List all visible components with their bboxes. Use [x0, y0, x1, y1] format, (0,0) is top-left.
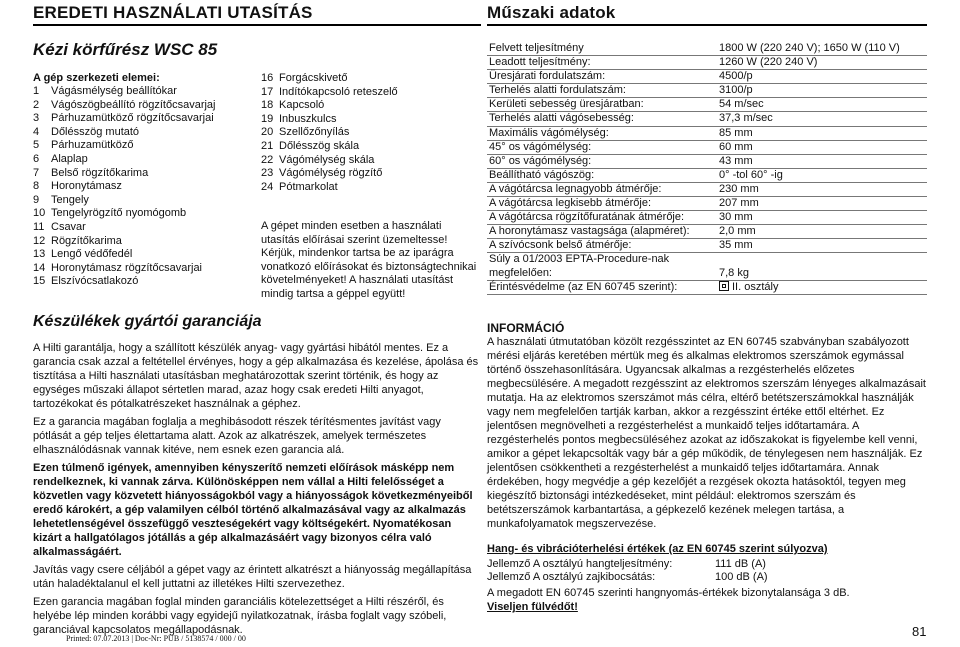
part-name: Vágószögbeállító rögzítőcsavarjaj — [51, 98, 216, 111]
part-name: Szellőzőnyílás — [279, 126, 350, 139]
part-item — [261, 181, 481, 195]
parts-list-1 — [33, 85, 253, 289]
part-item — [33, 153, 253, 167]
spec-label: megfelelően: — [487, 267, 715, 281]
spec-value: 4500/p — [715, 70, 927, 84]
part-name: Dőlésszög mutató — [51, 125, 140, 138]
part-name: Inbuszkulcs — [279, 112, 337, 125]
spec-value: 2,0 mm — [715, 225, 927, 239]
spec-value: 230 mm — [715, 182, 927, 196]
part-name: Vágómélység rögzítő — [279, 167, 383, 180]
part-item — [33, 248, 253, 262]
part-name: Kapcsoló — [279, 99, 325, 112]
spec-row — [487, 140, 927, 154]
part-item — [33, 262, 253, 276]
info-title: INFORMÁCIÓ — [487, 321, 565, 335]
spec-row — [487, 98, 927, 112]
vibration-note: A megadott EN 60745 szerinti hangnyomás-értékek bizonytalansága 3 dB. — [487, 587, 850, 599]
part-name: Vágásmélység beállítókar — [51, 85, 177, 97]
part-name: Párhuzamütköző rögzítőcsavarjai — [51, 112, 214, 125]
info-text: A használati útmutatóban közölt rezgésszintet az EN 60745 szabványban szabályozott mérési eljárás keretében mértük meg és alkalmas elektromos szerszámok egymással történő összehasonlítására. Ugyancsak alkalmas a rezgésterhelés előzetes megbecsülésére. A megadott rezgésszint az elektromos szerszám lényeges alkalmazásait mutatja. Ha az elektromos szerszámot más célra, eltérő betétszerszámokkal használják vagy nem megfelelően tartják karban, akkor a rezgésszint értéke ettől eltérhet. Ez jelentősen megnövelheti a rezgésterhelést a munkaidő teljes időtartamára. A rezgésterhelés pontos megbecsüléséhez azokat az időszakokat is figyelembe kell venni, amikor a gépet lekapcsolták vagy bár a gép működik, de ténylegesen nem használják. Ez jelentősen csökkentheti a rezgésterhelést a munkaidő teljes időtartamára. Annak érdekében, hogy megvédje a gép kezelőjét a rezgések okozta hatásoktól, tegyen meg kiegészítő biztonsági intézkedéseket, mint például: elektromos szerszám és betétszerszámok karbantartása, a gépkezelő kezének melegen tartása, a munkafolyamatok megszervezése. — [487, 336, 926, 530]
part-number: 11 — [33, 220, 45, 233]
part-item — [33, 207, 253, 221]
part-number: 14 — [33, 261, 46, 274]
spec-row — [487, 154, 927, 168]
spec-label: Felvett teljesítmény — [487, 42, 715, 56]
spec-label: A horonytámasz vastagsága (alapméret): — [487, 225, 715, 239]
part-number: 10 — [33, 207, 46, 220]
warranty-paragraph: Ez a garancia magában foglalja a meghibásodott részek térítésmentes javítást vagy pótlását a gép teljes élettartama alatt. Azok az alkatrészek, amelyek természetes elhasználódásnak vannak kitéve, nem esnek ezen garancia alá. — [33, 416, 441, 456]
spec-label: Beállítható vágószög: — [487, 168, 715, 182]
part-name: Rögzítőkarima — [51, 234, 122, 247]
spec-label: Maximális vágómélység: — [487, 126, 715, 140]
part-item — [33, 275, 253, 289]
spec-value: 0° -tol 60° -ig — [715, 168, 927, 182]
part-item — [33, 85, 253, 99]
spec-label: Súly a 01/2003 EPTA-Procedure-nak — [489, 253, 670, 266]
part-name: Lengő védőfedél — [51, 248, 133, 261]
vibration-row — [487, 558, 768, 571]
part-name: Párhuzamütköző — [51, 139, 134, 152]
spec-value: 35 mm — [715, 239, 927, 253]
spec-label: Terhelés alatti vágósebesség: — [487, 112, 715, 126]
part-number: 20 — [261, 126, 274, 139]
part-name: Alaplap — [51, 152, 88, 165]
part-item — [261, 99, 481, 113]
part-item — [261, 126, 481, 140]
part-name: Pótmarkolat — [279, 180, 338, 193]
part-item — [33, 180, 253, 194]
spec-row-protection — [487, 280, 927, 294]
spec-row — [487, 42, 927, 56]
ear-protection-note: Viseljen fülvédőt! — [487, 601, 578, 613]
part-name: Vágómélység skála — [279, 153, 375, 166]
part-number: 8 — [33, 180, 40, 193]
spec-label: 45° os vágómélység: — [487, 140, 715, 154]
part-name: Csavar — [51, 220, 86, 233]
spec-label: Üresjárati fordulatszám: — [487, 70, 715, 84]
part-name: Horonytámasz rögzítőcsavarjai — [51, 261, 203, 274]
vibration-title: Hang- és vibrációterhelési értékek (az EN 60745 szerint súlyozva) — [487, 543, 828, 555]
spec-label: Érintésvédelme (az EN 60745 szerint): — [487, 280, 715, 294]
part-number: 7 — [33, 166, 40, 179]
spec-value: II. osztály — [732, 280, 779, 293]
part-item — [261, 113, 481, 127]
tool-title: Kézi körfűrész WSC 85 — [33, 40, 218, 59]
part-number: 18 — [261, 99, 274, 112]
part-name: Horonytámasz — [51, 180, 122, 193]
spec-row — [487, 84, 927, 98]
part-item — [261, 167, 481, 181]
spec-value: 85 mm — [715, 126, 927, 140]
vibration-label: Jellemző A osztályú zajkibocsátás: — [487, 571, 656, 583]
part-name: Indítókapcsoló reteszelő — [279, 85, 398, 98]
spec-label: A szívócsonk belső átmérője: — [487, 239, 715, 253]
part-number: 12 — [33, 234, 46, 247]
part-number: 5 — [33, 139, 40, 152]
part-number: 16 — [261, 72, 274, 84]
part-item — [261, 72, 481, 86]
part-item — [33, 221, 253, 235]
usage-note: A gépet minden esetben a használati utasítás előírásai szerint üzemeltesse! Kérjük, mindenkor tartsa be az iparágra vonatkozó előírásokat és biztonságtechnikai követelményeket! A használati utasítást mindig tartsa a géppel együtt! — [261, 220, 477, 300]
spec-row-weight-cont — [487, 267, 927, 281]
spec-value: 60 mm — [715, 140, 927, 154]
part-name: Tengely — [51, 193, 89, 206]
spec-value: 43 mm — [715, 154, 927, 168]
part-name: Elszívócsatlakozó — [51, 275, 139, 288]
print-footer: Printed: 07.07.2013 | Doc-Nr: PUB / 5138574 / 000 / 00 — [66, 634, 246, 643]
spec-label: Terhelés alatti fordulatszám: — [487, 84, 715, 98]
part-number: 15 — [33, 275, 46, 288]
spec-row-weight — [487, 253, 927, 267]
spec-label: A vágótárcsa legnagyobb átmérője: — [487, 182, 715, 196]
part-name: Forgácskivető — [279, 72, 348, 84]
spec-row — [487, 239, 927, 253]
parts-list-2 — [261, 72, 481, 194]
warranty-paragraph: Javítás vagy csere céljából a gépet vagy az érintett alkatrészt a hiányosság megállapítása után haladéktalanul el kell juttatni az illetékes Hilti szervezethez. — [33, 564, 472, 590]
part-number: 2 — [33, 98, 40, 111]
spec-row — [487, 168, 927, 182]
spec-row — [487, 182, 927, 196]
part-number: 22 — [261, 153, 274, 166]
spec-label: 60° os vágómélység: — [487, 154, 715, 168]
part-number: 6 — [33, 152, 40, 165]
part-item — [261, 140, 481, 154]
spec-row — [487, 70, 927, 84]
double-insulation-icon — [719, 281, 729, 291]
part-item — [33, 126, 253, 140]
vibration-row — [487, 571, 768, 584]
part-number: 19 — [261, 112, 274, 125]
parts-heading: A gép szerkezeti elemei: — [33, 72, 160, 84]
spec-value: 54 m/sec — [715, 98, 927, 112]
warranty-body — [33, 341, 480, 637]
spec-row — [487, 112, 927, 126]
page-number: 81 — [912, 624, 927, 639]
specs-table — [487, 42, 927, 295]
part-number: 23 — [261, 167, 274, 180]
part-name: Belső rögzítőkarima — [51, 166, 149, 179]
spec-label: Kerületi sebesség üresjáratban: — [487, 98, 715, 112]
spec-row — [487, 211, 927, 225]
vibration-table — [487, 558, 768, 584]
spec-value: 1260 W (220 240 V) — [715, 56, 927, 70]
part-number: 24 — [261, 180, 274, 193]
spec-value: 3100/p — [715, 84, 927, 98]
part-number: 1 — [33, 85, 40, 97]
vibration-value: 111 dB (A) — [715, 558, 766, 570]
part-number: 21 — [261, 139, 274, 152]
part-item — [261, 86, 481, 100]
spec-row — [487, 126, 927, 140]
part-number: 4 — [33, 125, 40, 138]
part-number: 17 — [261, 85, 274, 98]
spec-row — [487, 225, 927, 239]
spec-label: A vágótárcsa rögzítőfuratának átmérője: — [487, 211, 715, 225]
spec-value: 1800 W (220 240 V); 1650 W (110 V) — [715, 42, 927, 56]
spec-row — [487, 197, 927, 211]
vibration-value: 100 dB (A) — [715, 571, 768, 583]
spec-value: 37,3 m/sec — [715, 112, 927, 126]
spec-label: Leadott teljesítmény: — [487, 56, 715, 70]
warranty-paragraph: A Hilti garantálja, hogy a szállított készülék anyag- vagy gyártási hibától mentes. Ez a garancia csak azzal a feltétellel érvényes, hogy a gép alkalmazása és kezelése, ápolása és tisztítása a Hilti használati utasításban meghatározottak szerint történik, és hogy az egységes műszaki állapot sértetlen marad, azaz hogy csak eredeti Hilti anyagot, tartozékokat és pótalkatrészeket használnak a géphez. — [33, 342, 479, 410]
spec-label: A vágótárcsa legkisebb átmérője: — [487, 197, 715, 211]
part-item — [33, 235, 253, 249]
part-item — [33, 194, 253, 208]
spec-value: 7,8 kg — [715, 267, 927, 281]
warranty-paragraph: Ezen garancia magában foglal minden garanciális kötelezettséget a Hilti részéről, és helyébe lép minden korábbi vagy egyidejű nyilatkozatnak, írásba foglalt vagy szóbeli, garanciával kapcsolatos megállapodásnak. — [33, 596, 447, 636]
part-name: Dőlésszög skála — [279, 139, 360, 152]
vibration-label: Jellemző A osztályú hangteljesítmény: — [487, 558, 673, 570]
spec-row — [487, 56, 927, 70]
warranty-title: Készülékek gyártói garanciája — [33, 313, 262, 330]
part-number: 13 — [33, 248, 46, 261]
right-header-title: Műszaki adatok — [487, 3, 616, 22]
part-item — [33, 99, 253, 113]
warranty-exclusion-paragraph: Ezen túlmenő igények, amennyiben kényszerítő nemzeti előírások másképp nem rendelkeznek, ki vannak zárva. Különösképpen nem vállal a Hilti felelősséget a közvetlen vagy közvetett hiányosságokból vagy a hiányosságok következményeiből eredő károkért, a gép valamilyen célból történő alkalmazásával vagy az alkalmazás lehetetlenségével összefüggő veszteségekért vagy költségekért. Nyomatékosan kizárt a hallgatólagos jótállás a gép alkalmazásáért vagy bizonyos célra való alkalmasságáért. — [33, 462, 473, 558]
spec-value: 207 mm — [715, 197, 927, 211]
part-item — [261, 154, 481, 168]
part-number: 3 — [33, 112, 40, 125]
part-item — [33, 167, 253, 181]
part-number: 9 — [33, 193, 40, 206]
part-name: Tengelyrögzítő nyomógomb — [51, 207, 187, 220]
spec-value: 30 mm — [715, 211, 927, 225]
left-header-title: EREDETI HASZNÁLATI UTASÍTÁS — [33, 3, 313, 22]
part-item — [33, 139, 253, 153]
part-item — [33, 112, 253, 126]
